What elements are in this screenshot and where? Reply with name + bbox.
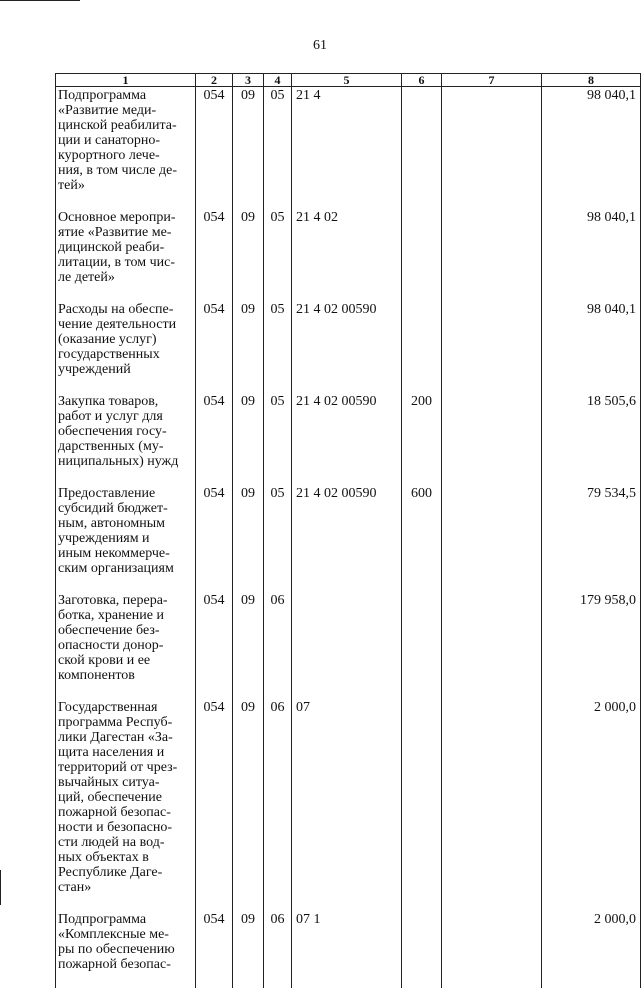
- scan-mark-left: [0, 870, 1, 905]
- row-name-line: ботка, хранение и: [58, 608, 193, 623]
- section-cell: 09: [233, 209, 264, 301]
- subsection-cell: 05: [264, 301, 292, 393]
- subsection-cell: 06: [264, 699, 292, 911]
- expense-type-cell: [402, 209, 442, 301]
- row-name-line: Государственная: [58, 700, 193, 715]
- row-name-line: работ и услуг для: [58, 409, 193, 424]
- column-7-cell: [442, 301, 542, 393]
- target-article-cell: [292, 592, 402, 699]
- column-7-cell: [442, 911, 542, 988]
- row-name-line: Заготовка, перера-: [58, 593, 193, 608]
- subsection-cell: 05: [264, 87, 292, 210]
- row-name-line: «Комплексные ме-: [58, 927, 193, 942]
- row-name-line: тей»: [58, 178, 193, 193]
- row-name-line: сти людей на вод-: [58, 835, 193, 850]
- row-name-line: компонентов: [58, 668, 193, 683]
- subsection-cell: 05: [264, 485, 292, 592]
- column-7-cell: [442, 485, 542, 592]
- header-col-4: 4: [264, 74, 292, 87]
- row-name-line: ции и санаторно-: [58, 133, 193, 148]
- subsection-cell: 06: [264, 911, 292, 988]
- header-col-8: 8: [542, 74, 641, 87]
- row-name-cell: [56, 393, 196, 485]
- row-name-line: территорий от чрез-: [58, 760, 193, 775]
- amount-cell: 98 040,1: [542, 209, 641, 301]
- section-cell: 09: [233, 592, 264, 699]
- expense-type-cell: [402, 301, 442, 393]
- row-name-line: иным некоммерче-: [58, 546, 193, 561]
- row-name-cell: [56, 699, 196, 911]
- row-name-cell: [56, 592, 196, 699]
- row-name-line: Закупка товаров,: [58, 394, 193, 409]
- row-name-line: ций, обеспечение: [58, 790, 193, 805]
- row-name-line: ния, в том числе де-: [58, 163, 193, 178]
- gov-code-cell: 054: [196, 485, 233, 592]
- expense-type-cell: [402, 911, 442, 988]
- row-name-line: государственных: [58, 347, 193, 362]
- row-name-line: ским организациям: [58, 561, 193, 576]
- gov-code-cell: 054: [196, 699, 233, 911]
- header-row: [56, 74, 641, 87]
- gov-code-cell: 054: [196, 592, 233, 699]
- row-name-cell: [56, 301, 196, 393]
- row-name-line: «Развитие меди-: [58, 103, 193, 118]
- row-name-line: ниципальных) нужд: [58, 454, 193, 469]
- header-col-7: 7: [442, 74, 542, 87]
- row-name-line: программа Респуб-: [58, 715, 193, 730]
- section-cell: 09: [233, 485, 264, 592]
- header-col-3: 3: [233, 74, 264, 87]
- amount-cell: 98 040,1: [542, 87, 641, 210]
- amount-cell: 98 040,1: [542, 301, 641, 393]
- gov-code-cell: 054: [196, 301, 233, 393]
- row-name-line: учреждениям и: [58, 531, 193, 546]
- row-name-line: дарственных (му-: [58, 439, 193, 454]
- table-row: [56, 592, 641, 699]
- column-7-cell: [442, 209, 542, 301]
- row-name-line: Республике Даге-: [58, 865, 193, 880]
- budget-table-container: [55, 73, 640, 905]
- amount-cell: 79 534,5: [542, 485, 641, 592]
- row-name-line: Основное меропри-: [58, 210, 193, 225]
- gov-code-cell: 054: [196, 911, 233, 988]
- row-name-cell: [56, 911, 196, 988]
- row-name-line: ятие «Развитие ме-: [58, 225, 193, 240]
- gov-code-cell: 054: [196, 393, 233, 485]
- row-name-line: Расходы на обеспе-: [58, 302, 193, 317]
- row-name-line: ным, автономным: [58, 516, 193, 531]
- row-name-line: ных объектах в: [58, 850, 193, 865]
- column-7-cell: [442, 393, 542, 485]
- row-name-line: ле детей»: [58, 270, 193, 285]
- amount-cell: 2 000,0: [542, 699, 641, 911]
- row-name-line: (оказание услуг): [58, 332, 193, 347]
- row-name-line: дицинской реаби-: [58, 240, 193, 255]
- header-col-5: 5: [292, 74, 402, 87]
- page-number: 61: [0, 38, 640, 54]
- row-name-line: стан»: [58, 880, 193, 895]
- column-7-cell: [442, 87, 542, 210]
- row-name-line: литации, в том чис-: [58, 255, 193, 270]
- budget-table: [55, 73, 641, 988]
- table-row: [56, 911, 641, 988]
- row-name-line: щита населения и: [58, 745, 193, 760]
- row-name-line: учреждений: [58, 362, 193, 377]
- table-row: [56, 87, 641, 210]
- target-article-cell: 21 4: [292, 87, 402, 210]
- target-article-cell: 21 4 02 00590: [292, 301, 402, 393]
- amount-cell: 2 000,0: [542, 911, 641, 988]
- expense-type-cell: [402, 87, 442, 210]
- row-name-line: ской крови и ее: [58, 653, 193, 668]
- row-name-line: Подпрограмма: [58, 912, 193, 927]
- expense-type-cell: [402, 699, 442, 911]
- table-body: [56, 87, 641, 988]
- scan-mark-top: [0, 0, 80, 1]
- row-name-line: пожарной безопас-: [58, 805, 193, 820]
- table-row: [56, 699, 641, 911]
- table-row: [56, 485, 641, 592]
- row-name-line: пожарной безопас-: [58, 957, 193, 972]
- header-col-2: 2: [196, 74, 233, 87]
- section-cell: 09: [233, 911, 264, 988]
- header-col-1: 1: [56, 74, 196, 87]
- target-article-cell: 21 4 02 00590: [292, 393, 402, 485]
- gov-code-cell: 054: [196, 209, 233, 301]
- row-name-line: лики Дагестан «За-: [58, 730, 193, 745]
- amount-cell: 179 958,0: [542, 592, 641, 699]
- row-name-cell: [56, 485, 196, 592]
- amount-cell: 18 505,6: [542, 393, 641, 485]
- subsection-cell: 05: [264, 393, 292, 485]
- row-name-line: обеспечения госу-: [58, 424, 193, 439]
- section-cell: 09: [233, 699, 264, 911]
- expense-type-cell: 200: [402, 393, 442, 485]
- row-name-cell: [56, 209, 196, 301]
- target-article-cell: 21 4 02 00590: [292, 485, 402, 592]
- section-cell: 09: [233, 301, 264, 393]
- target-article-cell: 21 4 02: [292, 209, 402, 301]
- row-name-line: ры по обеспечению: [58, 942, 193, 957]
- row-name-line: курортного лече-: [58, 148, 193, 163]
- column-7-cell: [442, 592, 542, 699]
- row-name-line: чение деятельности: [58, 317, 193, 332]
- row-name-line: Подпрограмма: [58, 88, 193, 103]
- subsection-cell: 06: [264, 592, 292, 699]
- header-col-6: 6: [402, 74, 442, 87]
- target-article-cell: 07: [292, 699, 402, 911]
- row-name-cell: [56, 87, 196, 210]
- subsection-cell: 05: [264, 209, 292, 301]
- row-name-line: цинской реабилита-: [58, 118, 193, 133]
- row-name-line: опасности донор-: [58, 638, 193, 653]
- row-name-line: ности и безопасно-: [58, 820, 193, 835]
- table-row: [56, 393, 641, 485]
- section-cell: 09: [233, 393, 264, 485]
- section-cell: 09: [233, 87, 264, 210]
- row-name-line: Предоставление: [58, 486, 193, 501]
- gov-code-cell: 054: [196, 87, 233, 210]
- expense-type-cell: [402, 592, 442, 699]
- target-article-cell: 07 1: [292, 911, 402, 988]
- row-name-line: субсидий бюджет-: [58, 501, 193, 516]
- row-name-line: вычайных ситуа-: [58, 775, 193, 790]
- row-name-line: обеспечение без-: [58, 623, 193, 638]
- table-row: [56, 209, 641, 301]
- expense-type-cell: 600: [402, 485, 442, 592]
- column-7-cell: [442, 699, 542, 911]
- table-row: [56, 301, 641, 393]
